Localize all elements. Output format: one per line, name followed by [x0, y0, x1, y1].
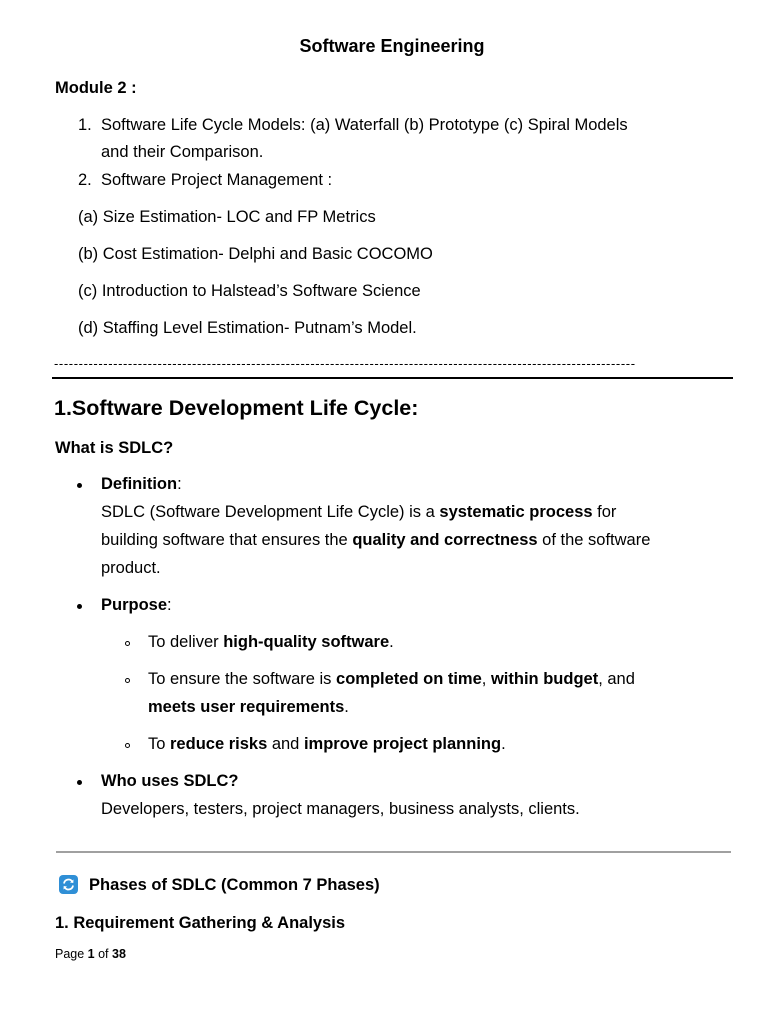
subitem-b: (b) Cost Estimation- Delphi and Basic COCOMO [78, 245, 433, 263]
purpose-item-2: To ensure the software is completed on time, within budget, and [148, 670, 635, 688]
section-heading: 1.Software Development Life Cycle: [54, 396, 419, 420]
purpose-item-1: To deliver high-quality software. [148, 633, 394, 651]
phase-1-heading: 1. Requirement Gathering & Analysis [55, 914, 346, 932]
module-label: Module 2 : [55, 79, 137, 97]
circle-bullet-icon [125, 743, 130, 748]
bullet-icon [77, 780, 82, 785]
circle-bullet-icon [125, 641, 130, 646]
horizontal-rule [52, 377, 733, 379]
subheading-what-is-sdlc: What is SDLC? [55, 439, 174, 457]
purpose-item-3: To reduce risks and improve project planning. [148, 735, 506, 753]
purpose-item-2-cont: meets user requirements. [148, 698, 349, 716]
document-title: Software Engineering [299, 36, 485, 56]
subitem-d: (d) Staffing Level Estimation- Putnam’s Model. [78, 319, 417, 337]
subitem-c: (c) Introduction to Halstead’s Software Science [78, 282, 421, 300]
module-item-1-number: 1. [78, 116, 92, 134]
section-divider [56, 851, 731, 853]
who-uses-text: Developers, testers, project managers, business analysts, clients. [101, 800, 580, 818]
definition-label: Definition: [101, 475, 182, 493]
definition-line-1: SDLC (Software Development Life Cycle) is a systematic process for [101, 503, 617, 521]
module-item-1-text: Software Life Cycle Models: (a) Waterfall (b) Prototype (c) Spiral Models [101, 116, 628, 134]
sync-arrows-icon [59, 875, 78, 894]
bullet-icon [77, 483, 82, 488]
purpose-label: Purpose: [101, 596, 172, 614]
bullet-icon [77, 604, 82, 609]
module-item-2-number: 2. [78, 171, 92, 189]
page-number: Page 1 of 38 [55, 947, 126, 961]
phases-heading: Phases of SDLC (Common 7 Phases) [89, 876, 380, 894]
module-item-2-text: Software Project Management : [101, 171, 333, 189]
definition-line-2: building software that ensures the quality and correctness of the software [101, 531, 651, 549]
subitem-a: (a) Size Estimation- LOC and FP Metrics [78, 208, 376, 226]
dashed-separator: ---------------------------------------------------------------------------------------------------------------------- [54, 356, 636, 371]
who-uses-label: Who uses SDLC? [101, 772, 239, 790]
module-item-1-text-cont: and their Comparison. [101, 143, 264, 161]
circle-bullet-icon [125, 678, 130, 683]
definition-line-3: product. [101, 559, 161, 577]
